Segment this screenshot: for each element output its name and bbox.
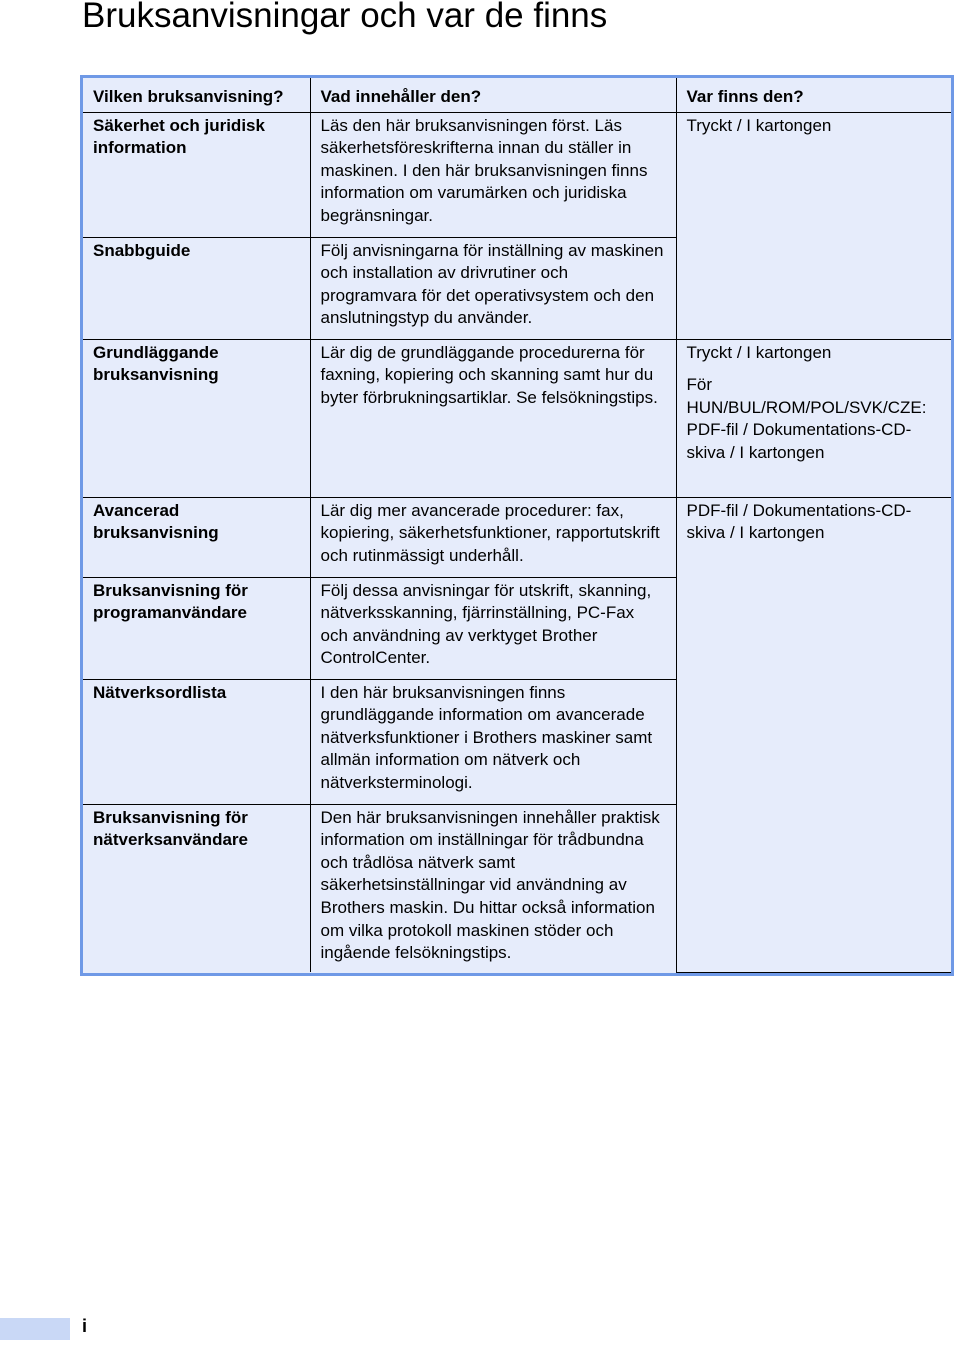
- header-location: Var finns den?: [676, 78, 951, 112]
- row-contents: Den här bruksanvisningen innehåller praktisk information om inställningar för trådbundna och trådlösa nätverk samt säkerhetsinställningar vid användning av Brothers maskin. Du hittar också information om vilka protokoll maskinen stöder och ingående felsökningstips.: [310, 804, 676, 972]
- row-manual-name: Snabbguide: [83, 237, 310, 339]
- row-manual-name: Grundläggande bruksanvisning: [83, 339, 310, 497]
- row-contents: Läs den här bruksanvisningen först. Läs säkerhetsföreskrifterna innan du ställer in maskinen. I den här bruksanvisningen finns information om varumärken och juridiska begränsningar.: [310, 112, 676, 237]
- row-manual-name: Säkerhet och juridisk information: [83, 112, 310, 237]
- row-manual-name: Avancerad bruksanvisning: [83, 497, 310, 577]
- page-tab-marker: [0, 1318, 70, 1340]
- row-manual-name: Bruksanvisning för programanvändare: [83, 577, 310, 679]
- table-row: [83, 339, 951, 497]
- row-contents: Lär dig mer avancerade procedurer: fax, kopiering, säkerhetsfunktioner, rapportutskrift och rutinmässigt underhåll.: [310, 497, 676, 577]
- header-contents: Vad innehåller den?: [310, 78, 676, 112]
- row-contents: Följ dessa anvisningar för utskrift, skanning, nätverksskanning, fjärrinställning, PC-Fax och användning av verktyget Brother ControlCenter.: [310, 577, 676, 679]
- table-row: [83, 112, 951, 237]
- page-title: Bruksanvisningar och var de finns: [82, 0, 608, 35]
- row-contents: Lär dig de grundläggande procedurerna för faxning, kopiering och skanning samt hur du byter förbrukningsartiklar. Se felsökningstips.: [310, 339, 676, 497]
- row-contents: I den här bruksanvisningen finns grundläggande information om avancerade nätverksfunktioner i Brothers maskiner samt allmän information om nätverk och nätverksterminologi.: [310, 679, 676, 804]
- row-location: PDF-fil / Dokumentations-CD-skiva / I kartongen: [676, 497, 951, 972]
- row-manual-name: Nätverksordlista: [83, 679, 310, 804]
- row-manual-name: Bruksanvisning för nätverksanvändare: [83, 804, 310, 972]
- row-contents: Följ anvisningarna för inställning av maskinen och installation av drivrutiner och programvara för det operativsystem och den anslutningstyp du använder.: [310, 237, 676, 339]
- row-location: Tryckt / I kartongen: [676, 112, 951, 339]
- table-header-row: [83, 78, 951, 112]
- table-row: [83, 497, 951, 577]
- header-manual: Vilken bruksanvisning?: [83, 78, 310, 112]
- manuals-table: [80, 75, 954, 976]
- row-location: Tryckt / I kartongen: [686, 342, 832, 362]
- row-location-cell: [676, 339, 951, 497]
- row-location-note: För HUN/BUL/ROM/POL/SVK/CZE: PDF-fil / Dokumentations-CD-skiva / I kartongen: [686, 375, 927, 462]
- page-number: i: [82, 1316, 88, 1336]
